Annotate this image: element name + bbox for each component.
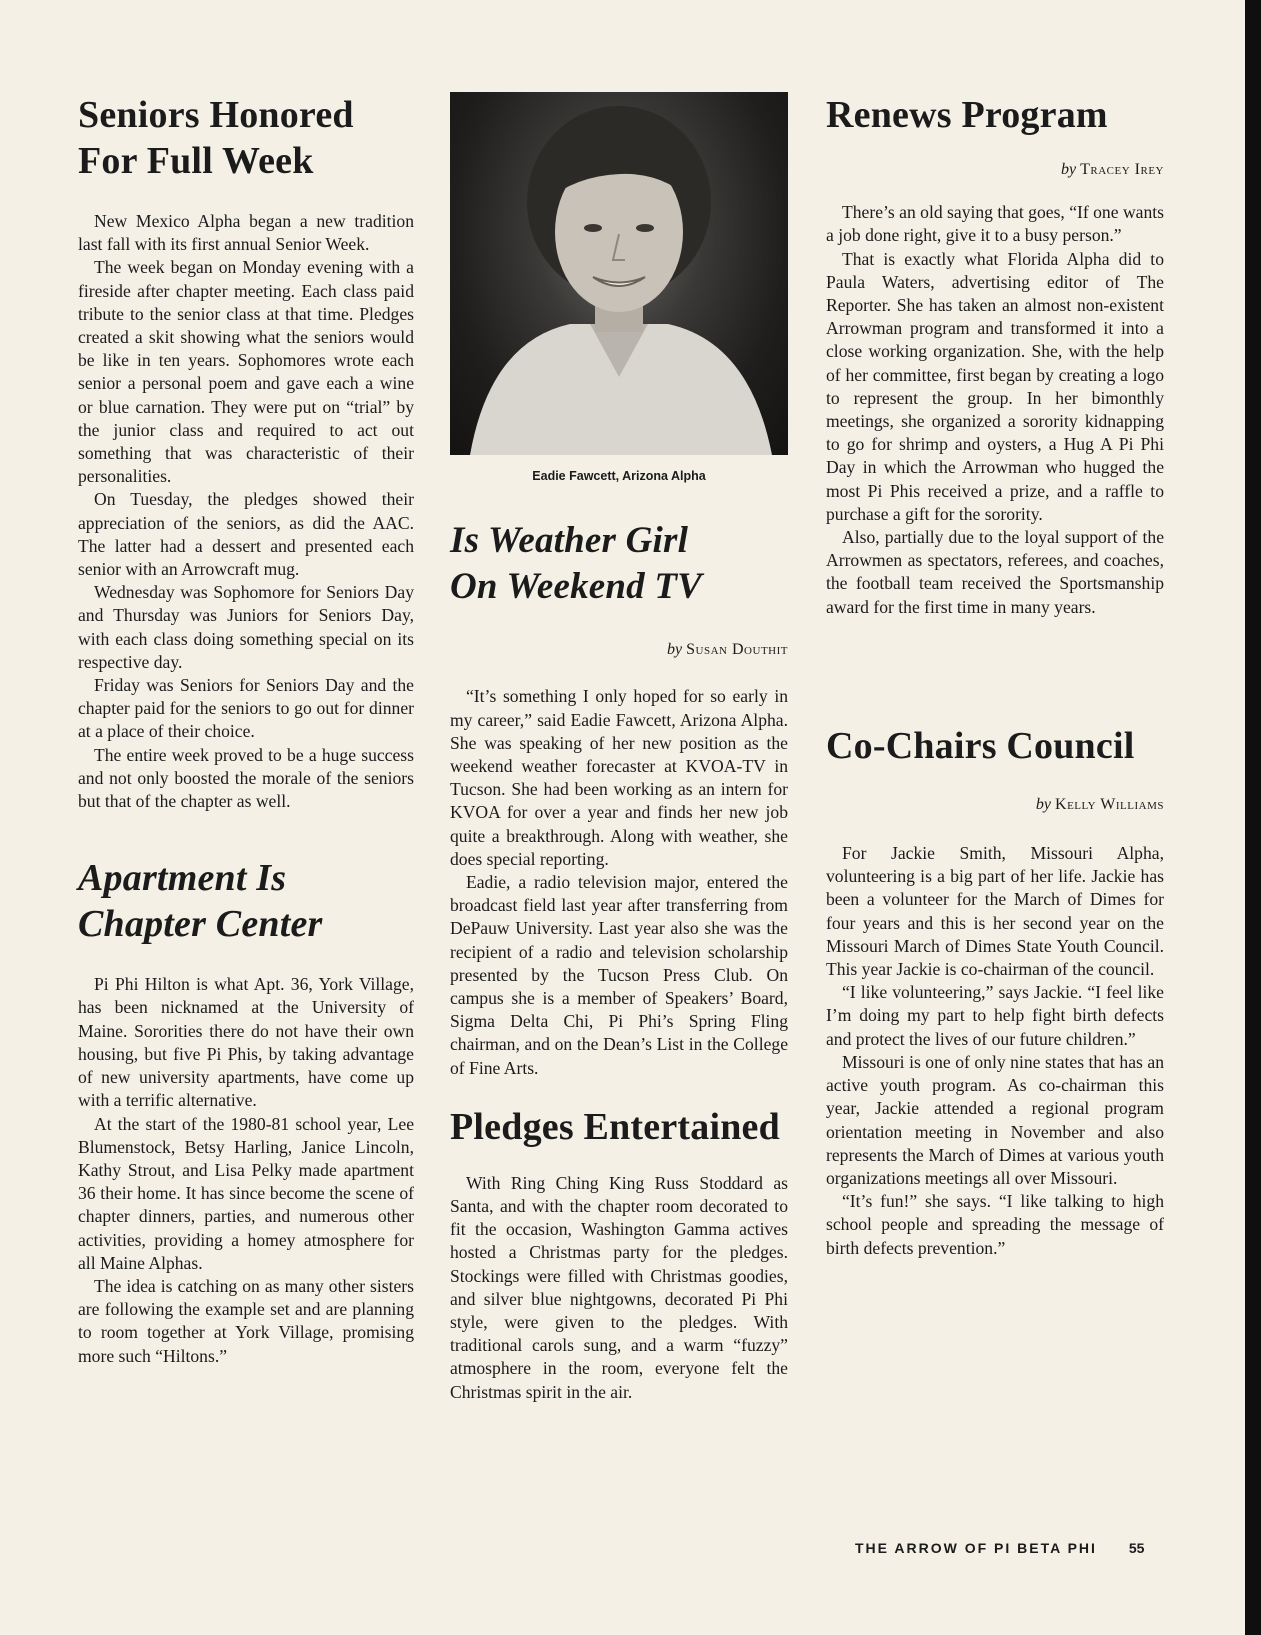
author-name: Susan Douthit xyxy=(686,641,788,659)
paragraph: “It’s fun!” she says. “I like talking to high school people and spreading the message of birth defects prevention.” xyxy=(826,1191,1164,1258)
headline-seniors-honored: Seniors Honored For Full Week xyxy=(78,94,354,182)
paragraph: The entire week proved to be a huge success and not only boosted the morale of the seniors but that of the chapter as well. xyxy=(78,744,414,812)
portrait-photo xyxy=(450,92,788,455)
paragraph: That is exactly what Florida Alpha did to Paula Waters, advertising editor of The Reporter. She has taken an almost non-existent Arrowman program and transformed it into a close working organization. She, with the help of her committee, first began by creating a logo to represent the group. In her bimonthly meetings, she organized a sorority kidnapping to go for shrimp and oysters, a Hug A Pi Phi Day in which the Arrowman who hugged the most Pi Phis received a prize, and a raffle to purchase a gift for the sorority. xyxy=(826,248,1164,524)
paragraph: For Jackie Smith, Missouri Alpha, volunteering is a big part of her life. Jackie has been a volunteer for the March of Dimes for four years and this is her second year on the Missouri March of Dimes State Youth Council. This year Jackie is co-chairman of the council. xyxy=(826,843,1164,980)
byline: by Kelly Williams xyxy=(1035,795,1164,813)
paragraph: Eadie, a radio television major, entered the broadcast field last year after transferring from DePauw University. Last year also she was the recipient of a radio and television scholarship presented by the Tucson Press Club. On campus she is a member of Speakers’ Board, Sigma Delta Chi, Pi Phi’s Spring Fling chairman, and on the Dean’s List in the College of Fine Arts. xyxy=(450,872,788,1078)
photo-caption: Eadie Fawcett, Arizona Alpha xyxy=(532,469,706,483)
byline: by Susan Douthit xyxy=(667,641,788,659)
page-footer xyxy=(855,1540,1144,1556)
paragraph: Wednesday was Sophomore for Seniors Day and Thursday was Juniors for Seniors Day, with each class doing something special on its respective day. xyxy=(78,582,414,672)
paragraph: There’s an old saying that goes, “If one wants a job done right, give it to a busy person.” xyxy=(826,202,1164,246)
paragraph: “It’s something I only hoped for so early in my career,” said Eadie Fawcett, Arizona Alpha. She was speaking of her new position as the weekend weather forecaster at KVOA-TV in Tucson. She had been working as an intern for KVOA for over a year and finds her new job quite a breakthrough. Along with weather, she does special reporting. xyxy=(450,686,788,869)
paragraph: At the start of the 1980-81 school year, Lee Blumenstock, Betsy Harling, Janice Lincoln, Kathy Strout, and Lisa Pelky made apartment 36 their home. It has since become the scene of chapter dinners, parties, and numerous other activities, providing a homey atmosphere for all Maine Alphas. xyxy=(78,1113,414,1273)
article-renews-program xyxy=(826,92,1164,619)
article-apartment-chapter-center xyxy=(78,855,414,1367)
byline: by Tracey Irey xyxy=(1061,161,1164,178)
paragraph: Pi Phi Hilton is what Apt. 36, York Village, has been nicknamed at the University of Maine. Sororities there do not have their own housing, but five Pi Phis, by taking advantage of new university apartments, have come up with a terrific alternative. xyxy=(78,974,414,1111)
paragraph: With Ring Ching King Russ Stoddard as Santa, and with the chapter room decorated to fit the occasion, Washington Gamma actives hosted a Christmas party for the pledges. Stockings were filled with Christmas goodies, and silver blue nightgowns, decorated Pi Phi style, were given to the pledges. With traditional carols sung, and a warm “fuzzy” atmosphere in the room, everyone felt the Christmas spirit in the air. xyxy=(450,1172,788,1402)
page-number: 55 xyxy=(1128,1540,1145,1556)
headline-apartment-chapter-center: Apartment Is Chapter Center xyxy=(78,857,323,946)
headline-renews-program: Renews Program xyxy=(826,94,1108,136)
paragraph: Missouri is one of only nine states that has an active youth program. As co-chairman this year, Jackie attended a regional program orientation meeting in November and also represents the March of Dimes at various youth organizations meetings all over Missouri. xyxy=(826,1051,1164,1188)
paragraph: Also, partially due to the loyal support of the Arrowmen as spectators, referees, and coaches, the football team received the Sportsmanship award for the first time in many years. xyxy=(826,527,1164,617)
paragraph: On Tuesday, the pledges showed their appreciation of the seniors, as did the AAC. The latter had a dessert and presented each senior with an Arrowcraft mug. xyxy=(78,489,414,580)
scan-edge xyxy=(1245,0,1261,1635)
article-pledges-entertained xyxy=(450,1104,788,1404)
publication-name: THE ARROW OF PI BETA PHI xyxy=(855,1540,1097,1556)
article-seniors-honored xyxy=(78,92,414,813)
author-name: Tracey Irey xyxy=(1080,161,1164,178)
author-name: Kelly Williams xyxy=(1055,795,1164,813)
headline-weather-girl: Is Weather Girl On Weekend TV xyxy=(450,520,703,608)
article-weather-girl xyxy=(450,518,788,1080)
paragraph: Friday was Seniors for Seniors Day and the chapter paid for the seniors to go out for dinner at a place of their choice. xyxy=(78,675,414,742)
paragraph: The idea is catching on as many other sisters are following the example set and are planning to room together at York Village, promising more such “Hiltons.” xyxy=(78,1275,414,1366)
article-co-chairs-council xyxy=(826,723,1164,1260)
portrait-illustration xyxy=(450,92,788,455)
left-column xyxy=(78,92,414,1368)
middle-column xyxy=(450,92,788,1404)
headline-pledges-entertained: Pledges Entertained xyxy=(450,1105,780,1148)
paragraph: The week began on Monday evening with a fireside after chapter meeting. Each class paid tribute to the senior class at that time. Pledges created a skit showing what the seniors would be like in ten years. Sophomores wrote each senior a personal poem and gave each a wine or blue carnation. They were put on “trial” by the junior class and required to act out something that was characteristic of their personalities. xyxy=(78,257,414,487)
right-column xyxy=(826,92,1164,1260)
paragraph: New Mexico Alpha began a new tradition last fall with its first annual Senior Week. xyxy=(78,211,414,255)
headline-co-chairs-council: Co-Chairs Council xyxy=(826,724,1135,767)
paragraph: “I like volunteering,” says Jackie. “I feel like I’m doing my part to help fight birth defects and protect the lives of our future children.” xyxy=(826,982,1164,1049)
